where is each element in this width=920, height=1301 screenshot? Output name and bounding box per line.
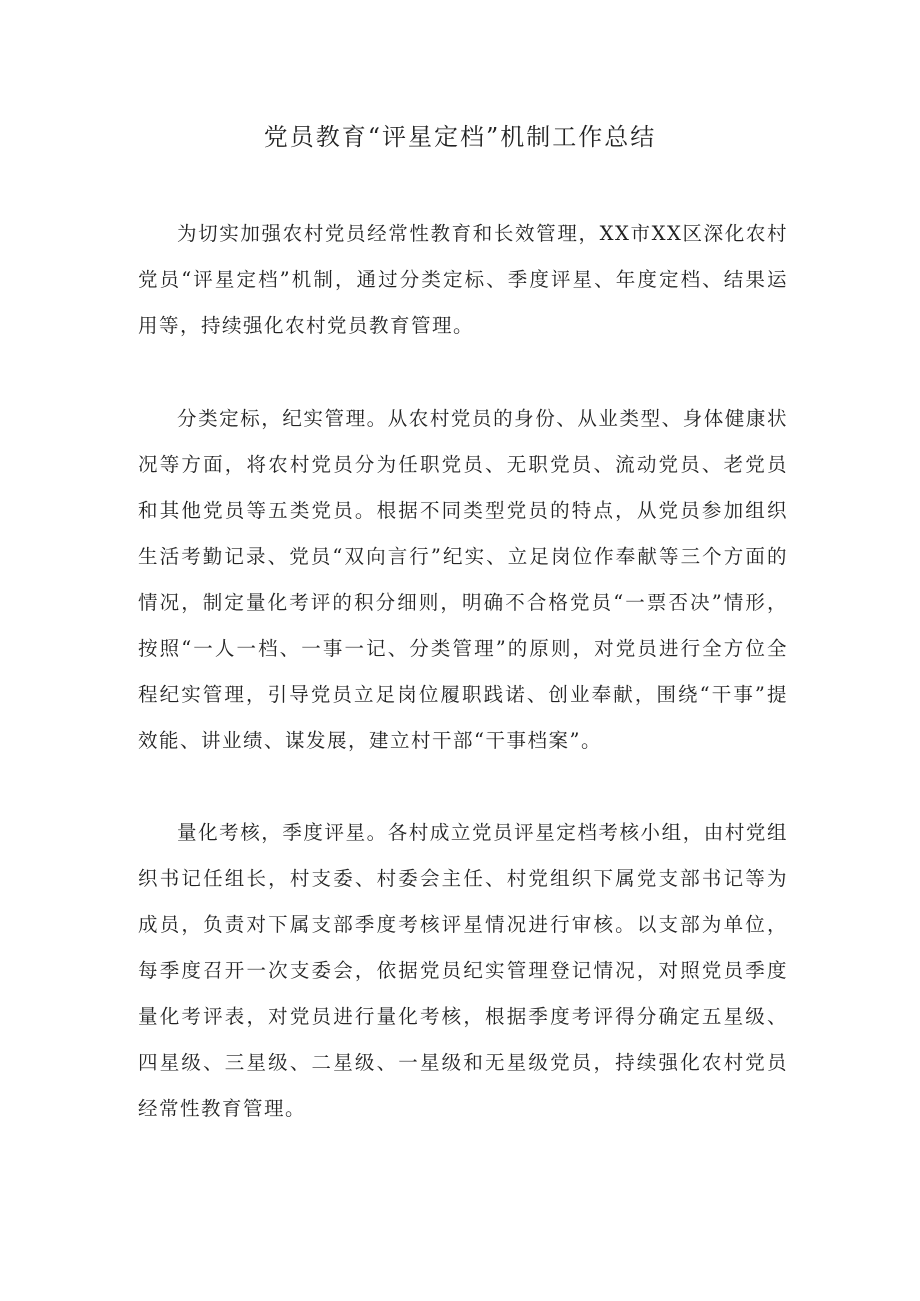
document-title: 党员教育“评星定档”机制工作总结 [263, 123, 657, 151]
paragraph-classification: 分类定标，纪实管理。从农村党员的身份、从业类型、身体健康状况等方面，将农村党员分为任职党员、无职党员、流动党员、老党员和其他党员等五类党员。根据不同类型党员的特点，从党员参加组织生活考勤记录、党员“双向言行”纪实、立足岗位作奉献等三个方面的情况，制定量化考评的积分细则，明确不合格党员“一票否决”情形，按照“一人一档、一事一记、分类管理”的原则，对党员进行全方位全程纪实管理，引导党员立足岗位履职践诺、创业奉献，围绕“干事”提效能、讲业绩、谋发展，建立村干部“干事档案”。 [138, 407, 788, 752]
paragraph-intro: 为切实加强农村党员经常性教育和长效管理，XX市XX区深化农村党员“评星定档”机制，通过分类定标、季度评星、年度定档、结果运用等，持续强化农村党员教育管理。 [138, 222, 788, 337]
paragraph-quarterly-rating: 量化考核，季度评星。各村成立党员评星定档考核小组，由村党组织书记任组长，村支委、村委会主任、村党组织下属党支部书记等为成员，负责对下属支部季度考核评星情况进行审核。以支部为单位，每季度召开一次支委会，依据党员纪实管理登记情况，对照党员季度量化考评表，对党员进行量化考核，根据季度考评得分确定五星级、四星级、三星级、二星级、一星级和无星级党员，持续强化农村党员经常性教育管理。 [138, 821, 788, 1120]
